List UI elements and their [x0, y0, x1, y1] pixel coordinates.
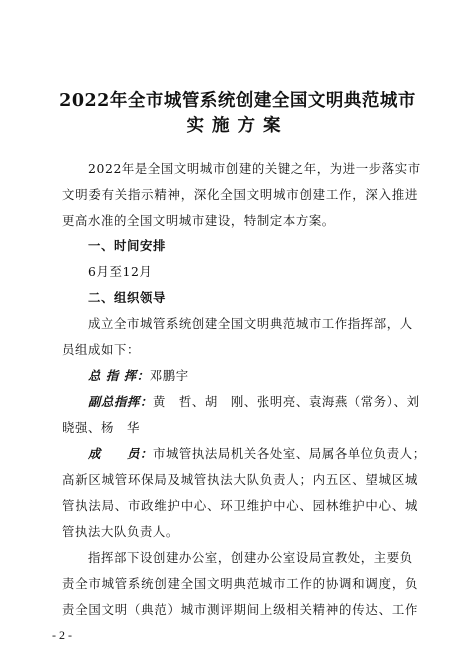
section2-intro-line-2: 员组成如下： — [62, 342, 140, 357]
office-line-3: 责全国文明（典范）城市测评期间上级相关精神的传达、工作 — [62, 602, 418, 617]
office-line-1: 指挥部下设创建办公室，创建办公室设局宣教处，主要负 — [88, 550, 413, 565]
deputy-label: 副总指挥： — [88, 394, 153, 409]
deputy-line1: 黄 哲、胡 刚、张明亮、袁海燕（常务）、刘 — [152, 394, 420, 409]
section1-text: 6月至12月 — [88, 264, 153, 279]
section2-heading: 二、组织领导 — [88, 290, 166, 305]
section2-intro-line-1: 成立全市城管系统创建全国文明典范城市工作指挥部，人 — [88, 316, 413, 331]
commander-row — [88, 368, 444, 384]
page-number: - 2 - — [52, 628, 72, 642]
deputy-row — [88, 394, 444, 410]
members-row — [88, 446, 444, 462]
commander-value: 邓鹏宇 — [149, 368, 189, 383]
members-line-4: 管执法大队负责人。 — [62, 524, 179, 539]
deputy-line2: 晓强、杨 华 — [62, 420, 140, 435]
members-line-2: 高新区城管环保局及城管执法大队负责人；内五区、望城区城 — [62, 472, 418, 487]
intro-line-1: 2022年是全国文明城市创建的关键之年，为进一步落实市 — [88, 161, 421, 176]
document-title-line1: 2022年全市城管系统创建全国文明典范城市 — [59, 91, 416, 111]
intro-line-3: 更高水准的全国文明城市建设，特制定本方案。 — [62, 213, 335, 228]
commander-label: 总 指 挥： — [88, 368, 150, 383]
members-line-3: 管执法局、市政维护中心、环卫维护中心、园林维护中心、城 — [62, 498, 418, 513]
document-title-line2: 实施方案 — [186, 116, 289, 136]
members-line1: 市城管执法局机关各处室、局属各单位负责人； — [152, 446, 426, 461]
office-line-2: 责全市城管系统创建全国文明典范城市工作的协调和调度，负 — [62, 576, 418, 591]
section1-heading: 一、时间安排 — [88, 238, 166, 253]
members-label: 成 员： — [88, 446, 153, 461]
intro-line-2: 文明委有关指示精神，深化全国文明城市创建工作，深入推进 — [62, 187, 418, 202]
